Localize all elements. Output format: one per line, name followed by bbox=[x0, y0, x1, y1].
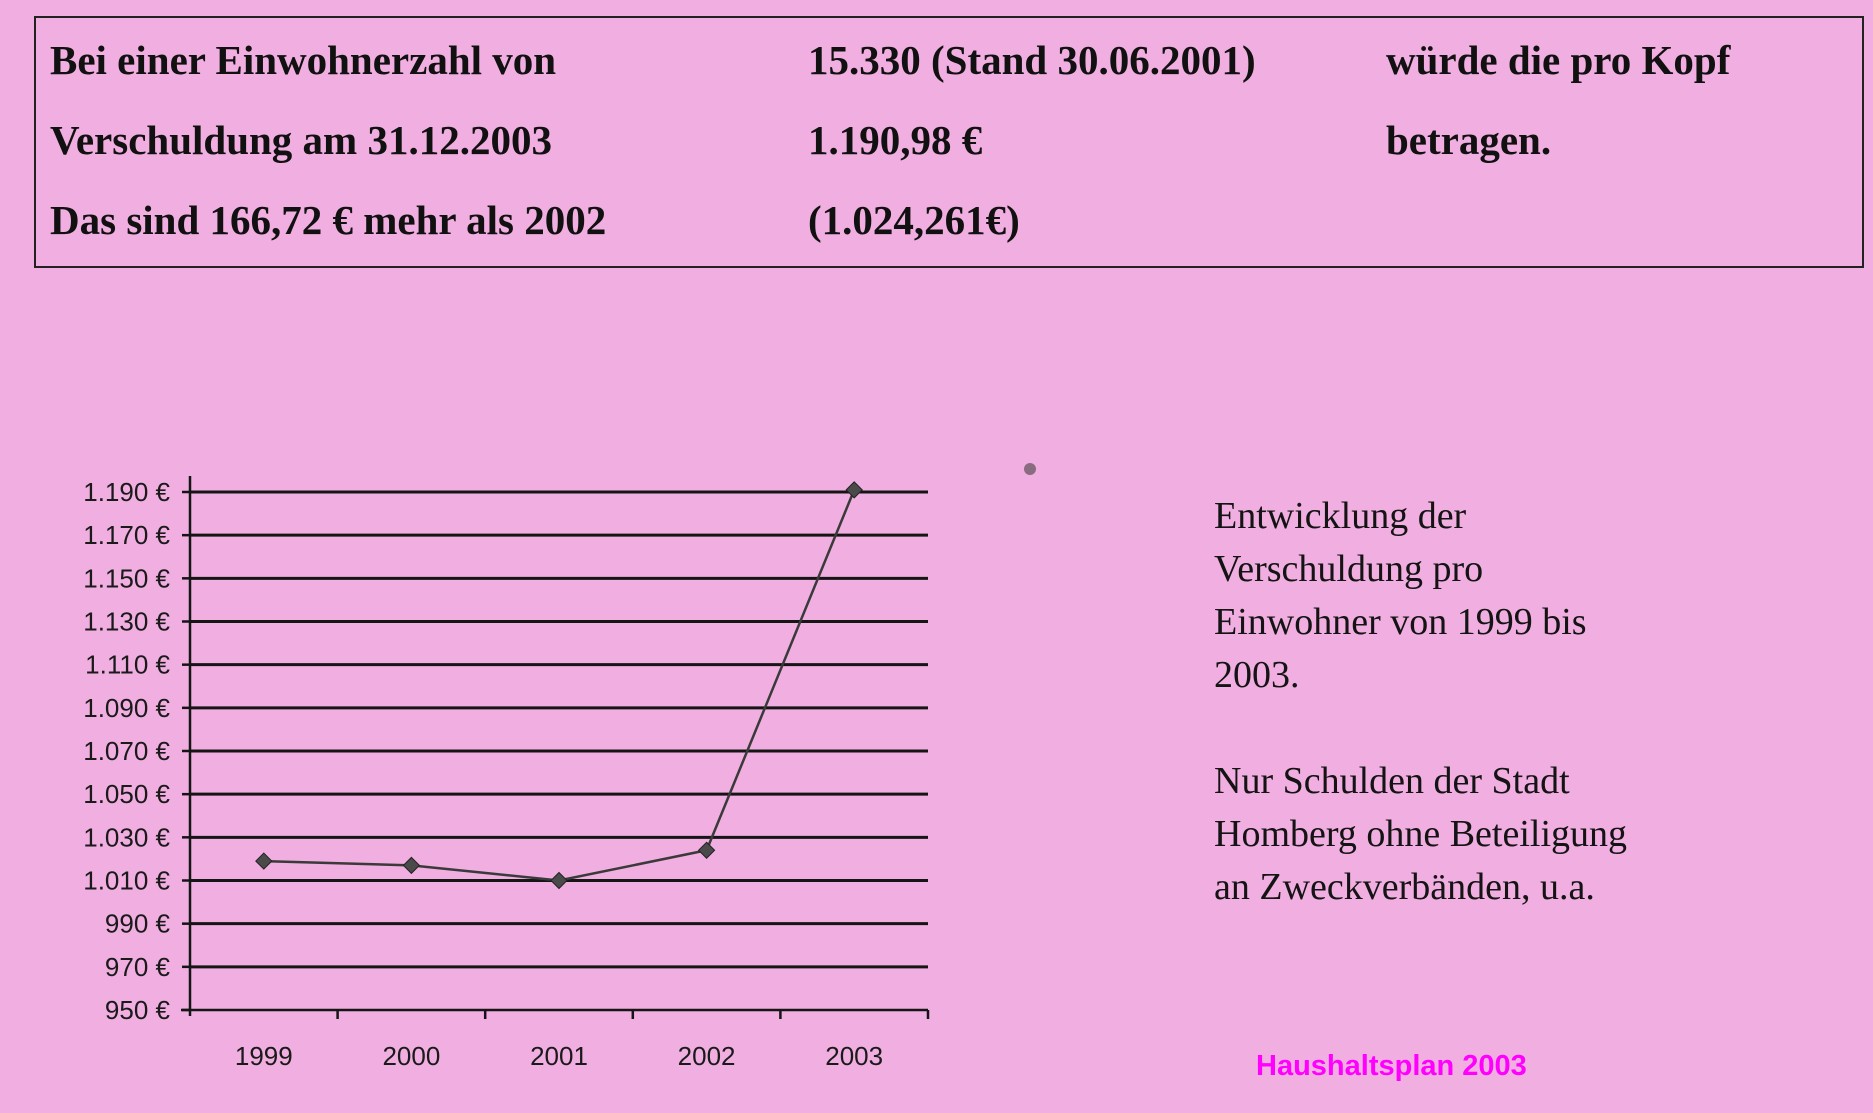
y-tick-label: 1.170 € bbox=[83, 520, 170, 551]
per-capita-note: würde die pro Kopf bbox=[1386, 37, 1731, 83]
axes bbox=[181, 476, 928, 1019]
data-series bbox=[256, 482, 862, 889]
x-tick-label: 2000 bbox=[382, 1041, 441, 1071]
y-tick-label: 1.050 € bbox=[83, 779, 170, 810]
debt-date-label: Verschuldung am 31.12.2003 bbox=[50, 117, 552, 163]
y-tick-label: 1.130 € bbox=[83, 606, 170, 637]
x-tick-labels bbox=[235, 1041, 883, 1071]
gridlines bbox=[190, 492, 928, 967]
y-tick-label: 1.030 € bbox=[83, 822, 170, 853]
population-value: 15.330 (Stand 30.06.2001) bbox=[808, 37, 1256, 83]
source-label: Haushaltsplan 2003 bbox=[1256, 1050, 1527, 1082]
chart-note bbox=[1214, 755, 1627, 914]
y-tick-label: 1.150 € bbox=[83, 563, 170, 594]
x-tick-label: 2003 bbox=[825, 1041, 884, 1071]
y-tick-label: 1.190 € bbox=[83, 477, 170, 507]
population-label: Bei einer Einwohnerzahl von bbox=[50, 37, 557, 83]
increase-label: Das sind 166,72 € mehr als 2002 bbox=[50, 197, 607, 243]
y-tick-label: 970 € bbox=[104, 951, 170, 982]
data-point-marker bbox=[846, 482, 862, 498]
previous-year-value: (1.024,261€) bbox=[808, 197, 1020, 243]
x-tick-label: 2001 bbox=[530, 1041, 588, 1071]
description-line: 2003. bbox=[1214, 654, 1300, 696]
series-line bbox=[264, 490, 854, 881]
data-point-marker bbox=[699, 842, 715, 858]
y-tick-label: 950 € bbox=[104, 995, 170, 1025]
amount-note: betragen. bbox=[1386, 117, 1552, 163]
x-tick-label: 1999 bbox=[234, 1041, 293, 1071]
x-tick-label: 2002 bbox=[677, 1041, 736, 1071]
description-line: Einwohner von 1999 bis bbox=[1214, 601, 1587, 643]
description-line: Verschuldung pro bbox=[1214, 548, 1484, 590]
data-point-marker bbox=[551, 873, 567, 889]
data-point-marker bbox=[403, 857, 419, 873]
chart-description bbox=[1214, 490, 1587, 702]
y-tick-label: 1.110 € bbox=[85, 649, 170, 680]
y-tick-label: 1.070 € bbox=[83, 736, 170, 766]
speck-dot bbox=[1024, 463, 1036, 475]
note-line: an Zweckverbänden, u.a. bbox=[1214, 866, 1595, 908]
note-line: Nur Schulden der Stadt bbox=[1214, 760, 1570, 802]
y-tick-label: 1.090 € bbox=[83, 692, 170, 723]
note-line: Homberg ohne Beteiligung bbox=[1214, 813, 1628, 855]
data-point-marker bbox=[256, 853, 272, 869]
y-tick-label: 990 € bbox=[104, 908, 170, 939]
y-tick-labels bbox=[83, 477, 170, 1025]
y-tick-label: 1.010 € bbox=[83, 865, 170, 896]
debt-per-capita-value: 1.190,98 € bbox=[808, 117, 983, 163]
description-line: Entwicklung der bbox=[1214, 495, 1467, 537]
